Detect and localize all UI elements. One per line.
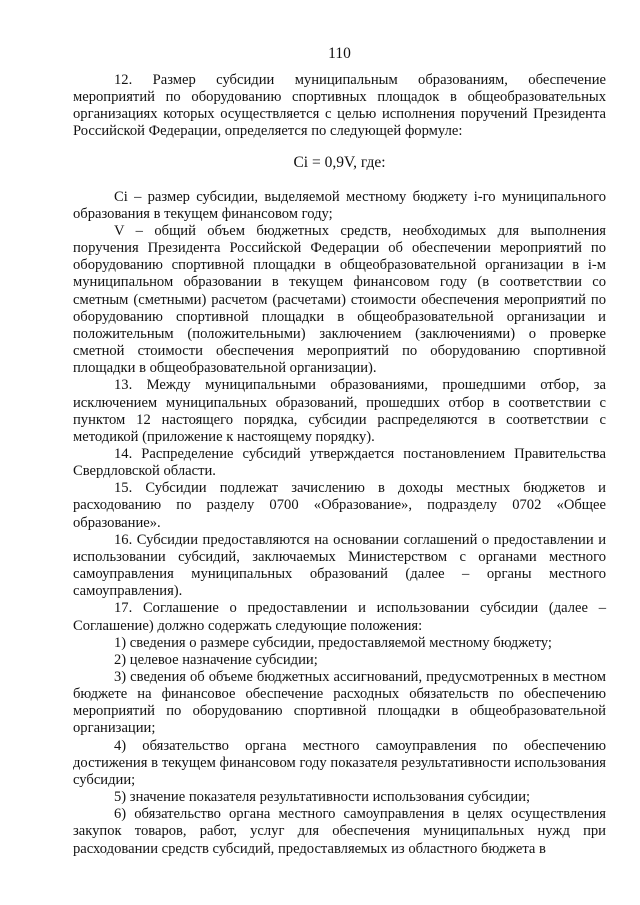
subsidy-formula: Ci = 0,9V, где: [293,153,386,171]
list-item-5: 5) значение показателя результативности использования субсидии; [114,789,531,806]
paragraph-v-definition: V – общий объем бюджетных средств, необходимых для выполнения поручения Президента Российской Федерации об обеспечении мероприятий по оборудованию спортивной площадки в общеобразовательной организации в i-м муниципальном образовании в текущем финансовом году (в соответствии со сметным (сметными) расчетом (расчетами) стоимости обеспечения мероприятий по оборудованию спортивной площадки в общеобразовательной организации и положительным (положительными) заключением (заключениями) о проверке сметной стоимости обеспечения мероприятий по оборудованию спортивной площадки в общеобразовательной организации). [73,222,606,377]
paragraph-item-16: 16. Субсидии предоставляются на основании соглашений о предоставлении и использовании субсидий, заключаемых Министерством с органами местного самоуправления муниципальных образований (далее – органы местного самоуправления). [73,531,606,600]
list-item-6: 6) обязательство органа местного самоуправления в целях осуществления закупок товаров, работ, услуг для обеспечения муниципальных нужд при расходовании средств субсидий, предоставляемых из областного бюджета в [73,806,606,857]
list-item-4: 4) обязательство органа местного самоуправления по обеспечению достижения в текущем финансовом году показателя результативности использования субсидии; [73,737,606,788]
list-item-1: 1) сведения о размере субсидии, предоставляемой местному бюджету; [114,634,552,651]
list-item-3: 3) сведения об объеме бюджетных ассигнований, предусмотренных в местном бюджете на финансовое обеспечение расходных обязательств по обеспечению мероприятий по оборудованию спортивной площадки в общеобразовательной организации; [73,669,606,737]
paragraph-item-13: 13. Между муниципальными образованиями, прошедшими отбор, за исключением муниципальных образований, прошедших отбор в соответствии с пунктом 12 настоящего порядка, субсидии распределяются в соответствии с методикой (приложение к настоящему порядку). [73,377,606,445]
paragraph-item-14: 14. Распределение субсидий утверждается постановлением Правительства Свердловской области. [73,445,606,480]
paragraph-ci-definition: Ci – размер субсидии, выделяемой местному бюджету i-го муниципального образования в текущем финансовом году; [73,188,606,222]
paragraph-item-12: 12. Размер субсидии муниципальным образованиям, обеспечение мероприятий по оборудованию спортивных площадок в общеобразовательных организациях которых осуществляется с целью исполнения поручений Президента Российской Федерации, определяется по следующей формуле: [73,72,606,140]
paragraph-item-17: 17. Соглашение о предоставлении и использовании субсидии (далее – Соглашение) должно содержать следующие положения: [73,600,606,634]
paragraph-item-15: 15. Субсидии подлежат зачислению в доходы местных бюджетов и расходованию по разделу 0700 «Образование», подразделу 0702 «Общее образование». [73,480,606,531]
list-item-2: 2) целевое назначение субсидии; [114,651,318,668]
page-number: 110 [328,45,351,62]
